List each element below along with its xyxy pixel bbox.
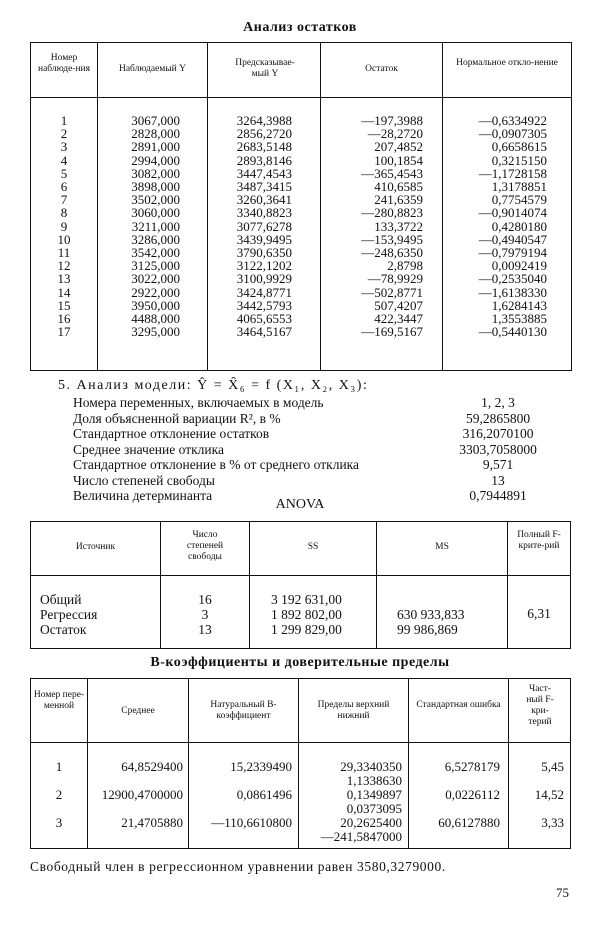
- model-parameter-label: Стандартное отклонение в % от среднего отклика: [73, 457, 360, 472]
- residuals-residual-column: [321, 114, 423, 338]
- residuals-residual-cell: —169,5167: [361, 324, 423, 340]
- coef-header-b: Натуральный B-коэффициент: [210, 700, 277, 721]
- model-parameter-label: Доля объясненной вариации R², в %: [73, 410, 281, 426]
- residuals-number-cell: 5: [60, 165, 68, 181]
- anova-source-column: [40, 592, 97, 637]
- coef-header-limits: Пределы верхний нижний: [317, 700, 390, 721]
- residuals-border-right: [571, 42, 572, 371]
- coef-limits-column: [299, 760, 402, 844]
- residuals-residual-cell: —248,6350: [361, 245, 423, 261]
- residuals-normal-column: [443, 114, 547, 338]
- residuals-normal-cell: —0,6334922: [478, 113, 547, 128]
- anova-df-cell: 3: [201, 607, 209, 622]
- coef-mean-cell: 12900,4700000: [101, 787, 183, 802]
- residuals-predicted-cell: 3260,3641: [236, 192, 292, 208]
- model-parameter-value: 9,571: [482, 457, 514, 472]
- residuals-observed-cell: 3295,000: [131, 324, 180, 340]
- anova-border-left: [30, 521, 31, 649]
- model-parameter-label: Величина детерминанта: [73, 488, 213, 503]
- residuals-header-predicted: Предсказывае-мый Y: [235, 58, 295, 79]
- residuals-number-column: [31, 114, 97, 338]
- page-number: 75: [556, 885, 569, 900]
- residuals-number-cell: 1: [60, 113, 68, 128]
- anova-source-cell: Регрессия: [40, 607, 98, 622]
- coef-number-cell: 1: [55, 759, 63, 774]
- anova-df-column: [161, 592, 249, 637]
- residuals-residual-cell: —153,9495: [361, 231, 423, 247]
- footer-text: Свободный член в регрессионном уравнении равен 3580,3279000.: [30, 859, 446, 874]
- coef-header-rule: [30, 742, 571, 743]
- residuals-number-cell: 15: [57, 297, 71, 313]
- model-heading: 5. Анализ модели: Ŷ = X̂₆ = f (X₁, X₂, X₃):: [58, 378, 369, 393]
- coef-f-column: [509, 760, 564, 830]
- anova-bottom-rule: [30, 648, 571, 649]
- residuals-normal-cell: 0,3215150: [491, 152, 547, 168]
- residuals-normal-cell: 0,6658615: [491, 139, 547, 155]
- residuals-predicted-cell: 3447,4543: [236, 165, 292, 181]
- residuals-number-cell: 3: [60, 139, 68, 155]
- residuals-observed-cell: 2891,000: [131, 139, 180, 155]
- anova-source-cell: Остаток: [40, 622, 87, 637]
- residuals-residual-cell: —365,4543: [361, 165, 423, 181]
- coef-limit-cell: 1,1338630: [346, 773, 402, 788]
- coef-top-rule: [30, 678, 571, 679]
- residuals-observed-cell: 3286,000: [131, 231, 180, 247]
- residuals-observed-cell: 3060,000: [131, 205, 180, 221]
- residuals-number-cell: 6: [60, 179, 68, 195]
- residuals-observed-cell: 2994,000: [131, 152, 180, 168]
- residuals-normal-cell: 1,6284143: [491, 297, 547, 313]
- coef-number-cell: 2: [55, 787, 63, 802]
- anova-ss-column: [271, 592, 342, 637]
- residuals-residual-cell: 422,3447: [374, 311, 423, 327]
- residuals-residual-cell: —78,9929: [367, 271, 423, 287]
- coef-b-cell: —110,6610800: [211, 815, 292, 830]
- coef-mean-cell: 21,4705880: [121, 815, 183, 830]
- anova-ms-cell: 630 933,833: [397, 607, 465, 622]
- anova-df-cell: 13: [198, 622, 212, 637]
- anova-f-value: 6,31: [527, 606, 551, 621]
- residuals-observed-cell: 3067,000: [131, 113, 180, 128]
- anova-header-source: Источник: [75, 542, 116, 552]
- model-values: [418, 395, 578, 504]
- model-parameter-label: Среднее значение отклика: [73, 441, 224, 457]
- model-parameter-label: Стандартное отклонение остатков: [73, 426, 270, 441]
- coef-header-mean: Среднее: [121, 706, 155, 716]
- residuals-normal-cell: —0,2535040: [478, 271, 547, 287]
- coef-f-cell: 3,33: [541, 815, 564, 830]
- model-parameter-value: 0,7944891: [469, 488, 527, 503]
- residuals-header-number: Номер наблюде-ния: [37, 53, 90, 74]
- coef-limit-cell: —241,5847000: [320, 829, 402, 844]
- anova-col-divider: [249, 521, 250, 649]
- residuals-predicted-cell: 2683,5148: [236, 139, 292, 155]
- residuals-observed-cell: 2922,000: [131, 284, 180, 300]
- anova-col-divider: [507, 521, 508, 649]
- anova-ss-cell: 1 892 802,00: [271, 607, 342, 622]
- residuals-normal-cell: 1,3553885: [491, 311, 547, 327]
- anova-border-right: [570, 521, 571, 649]
- residuals-top-rule: [30, 42, 572, 43]
- coef-header-se: Стандартная ошибка: [416, 700, 501, 710]
- model-parameter-value: 13: [491, 472, 505, 488]
- residuals-number-cell: 12: [57, 258, 71, 274]
- residuals-header-observed: Наблюдаемый Y: [118, 64, 186, 74]
- residuals-normal-cell: —0,0907305: [478, 126, 547, 142]
- residuals-normal-cell: 0,0092419: [491, 258, 547, 274]
- residuals-number-cell: 2: [60, 126, 68, 142]
- residuals-predicted-cell: 3077,6278: [236, 218, 292, 234]
- residuals-number-cell: 9: [60, 218, 68, 234]
- coef-limit-cell: 0,1349897: [346, 787, 402, 802]
- coef-header-number: Номер пере-менной: [33, 690, 85, 711]
- residuals-normal-cell: —1,6138330: [478, 284, 547, 300]
- residuals-residual-cell: 507,4207: [374, 297, 423, 313]
- coef-limit-cell: 29,3340350: [340, 759, 402, 774]
- residuals-predicted-cell: 3439,9495: [236, 231, 292, 247]
- model-parameter-value: 59,2865800: [465, 410, 531, 426]
- residuals-predicted-cell: 2856,2720: [236, 126, 292, 142]
- residuals-predicted-cell: 3340,8823: [236, 205, 292, 221]
- model-parameter-value: 316,2070100: [462, 426, 534, 441]
- anova-header-df: Число степеней свободы: [186, 530, 224, 562]
- residuals-header-residual: Остаток: [365, 64, 398, 74]
- residuals-number-cell: 16: [57, 311, 71, 327]
- residuals-residual-cell: 410,6585: [374, 179, 423, 195]
- residuals-residual-cell: —28,2720: [367, 126, 423, 142]
- residuals-header-rule: [30, 97, 572, 98]
- residuals-number-cell: 13: [57, 271, 71, 287]
- anova-col-divider: [376, 521, 377, 649]
- coef-se-cell: 60,6127880: [438, 815, 500, 830]
- residuals-observed-cell: 3502,000: [131, 192, 180, 208]
- residuals-normal-cell: 1,3178851: [491, 179, 547, 195]
- residuals-observed-cell: 3211,000: [131, 218, 180, 234]
- anova-top-rule: [30, 521, 571, 522]
- anova-header-f: Полный F-крите-рий: [517, 530, 561, 551]
- coef-header-f: Част-ный F-кри-терий: [526, 684, 554, 727]
- coef-limit-cell: 20,2625400: [340, 815, 402, 830]
- residuals-observed-cell: 2828,000: [131, 126, 180, 142]
- residuals-normal-cell: —0,7979194: [478, 245, 547, 261]
- coef-number-cell: 3: [55, 815, 63, 830]
- anova-ss-cell: 1 299 829,00: [271, 622, 342, 637]
- residuals-predicted-cell: 3442,5793: [236, 297, 292, 313]
- residuals-predicted-cell: 3424,8771: [236, 284, 292, 300]
- coef-number-column: [31, 760, 87, 830]
- residuals-observed-cell: 3542,000: [131, 245, 180, 261]
- residuals-predicted-cell: 3487,3415: [236, 179, 292, 195]
- anova-ms-cell: 99 986,869: [397, 622, 458, 637]
- residuals-observed-cell: 3898,000: [131, 179, 180, 195]
- coef-b-column: [189, 760, 292, 830]
- residuals-number-cell: 17: [57, 324, 71, 340]
- residuals-residual-cell: —280,8823: [361, 205, 423, 221]
- anova-title: ANOVA: [275, 497, 325, 512]
- coef-border-right: [570, 678, 571, 849]
- residuals-predicted-cell: 2893,8146: [236, 152, 292, 168]
- coef-se-cell: 0,0226112: [445, 787, 500, 802]
- coef-se-column: [409, 760, 500, 830]
- residuals-normal-cell: —0,9014074: [478, 205, 547, 221]
- coef-title: B-коэффициенты и доверительные пределы: [150, 655, 450, 670]
- residuals-observed-column: [98, 114, 180, 338]
- residuals-residual-cell: 133,3722: [374, 218, 423, 234]
- residuals-observed-cell: 3082,000: [131, 165, 180, 181]
- anova-header-rule: [30, 575, 571, 576]
- residuals-bottom-rule: [30, 370, 572, 371]
- residuals-observed-cell: 3022,000: [131, 271, 180, 287]
- residuals-normal-cell: —1,1728158: [478, 165, 547, 181]
- anova-df-cell: 16: [198, 592, 212, 607]
- residuals-number-cell: 7: [60, 192, 68, 208]
- residuals-title: Анализ остатков: [243, 20, 357, 35]
- model-parameter-value: 1, 2, 3: [481, 395, 515, 410]
- residuals-number-cell: 4: [60, 152, 68, 168]
- residuals-normal-cell: —0,5440130: [478, 324, 547, 340]
- residuals-normal-cell: —0,4940547: [478, 231, 547, 247]
- model-parameter-label: Номера переменных, включаемых в модель: [73, 395, 324, 410]
- residuals-residual-cell: —197,3988: [361, 113, 423, 128]
- residuals-residual-cell: 2,8798: [387, 258, 423, 274]
- coef-bottom-rule: [30, 848, 571, 849]
- coef-f-cell: 5,45: [541, 759, 564, 774]
- model-labels: [73, 395, 359, 504]
- residuals-number-cell: 14: [57, 284, 71, 300]
- residuals-normal-cell: 0,7754579: [491, 192, 547, 208]
- residuals-number-cell: 10: [57, 231, 71, 247]
- residuals-predicted-cell: 3122,1202: [236, 258, 292, 274]
- residuals-residual-cell: 207,4852: [374, 139, 423, 155]
- anova-ss-cell: 3 192 631,00: [271, 592, 342, 607]
- coef-col-divider: [87, 678, 88, 849]
- residuals-observed-cell: 3125,000: [131, 258, 180, 274]
- coef-b-cell: 0,0861496: [236, 787, 292, 802]
- residuals-number-cell: 11: [57, 245, 71, 261]
- model-parameter-label: Число степеней свободы: [73, 472, 215, 488]
- coef-f-cell: 14,52: [534, 787, 564, 802]
- coef-se-cell: 6,5278179: [444, 759, 500, 774]
- residuals-observed-cell: 3950,000: [131, 297, 180, 313]
- coef-mean-cell: 64,8529400: [121, 759, 183, 774]
- residuals-header-normal: Нормальное откло-нение: [456, 58, 558, 68]
- residuals-residual-cell: 241,6359: [374, 192, 423, 208]
- anova-source-cell: Общий: [40, 592, 82, 607]
- residuals-residual-cell: —502,8771: [361, 284, 423, 300]
- residuals-predicted-column: [208, 114, 292, 338]
- residuals-residual-cell: 100,1854: [374, 152, 423, 168]
- anova-header-ms: MS: [435, 542, 449, 552]
- coef-limit-cell: 0,0373095: [346, 801, 402, 816]
- residuals-predicted-cell: 3790,6350: [236, 245, 292, 261]
- anova-header-ss: SS: [307, 542, 319, 552]
- anova-ms-column: [397, 607, 465, 637]
- residuals-observed-cell: 4488,000: [131, 311, 180, 327]
- residuals-predicted-cell: 3264,3988: [236, 113, 292, 128]
- model-parameter-value: 3303,7058000: [459, 441, 537, 457]
- residuals-predicted-cell: 4065,6553: [236, 311, 292, 327]
- coef-b-cell: 15,2339490: [230, 759, 292, 774]
- residuals-number-cell: 8: [60, 205, 68, 221]
- residuals-predicted-cell: 3464,5167: [236, 324, 292, 340]
- residuals-predicted-cell: 3100,9929: [236, 271, 292, 287]
- coef-mean-column: [89, 760, 183, 830]
- residuals-normal-cell: 0,4280180: [491, 218, 547, 234]
